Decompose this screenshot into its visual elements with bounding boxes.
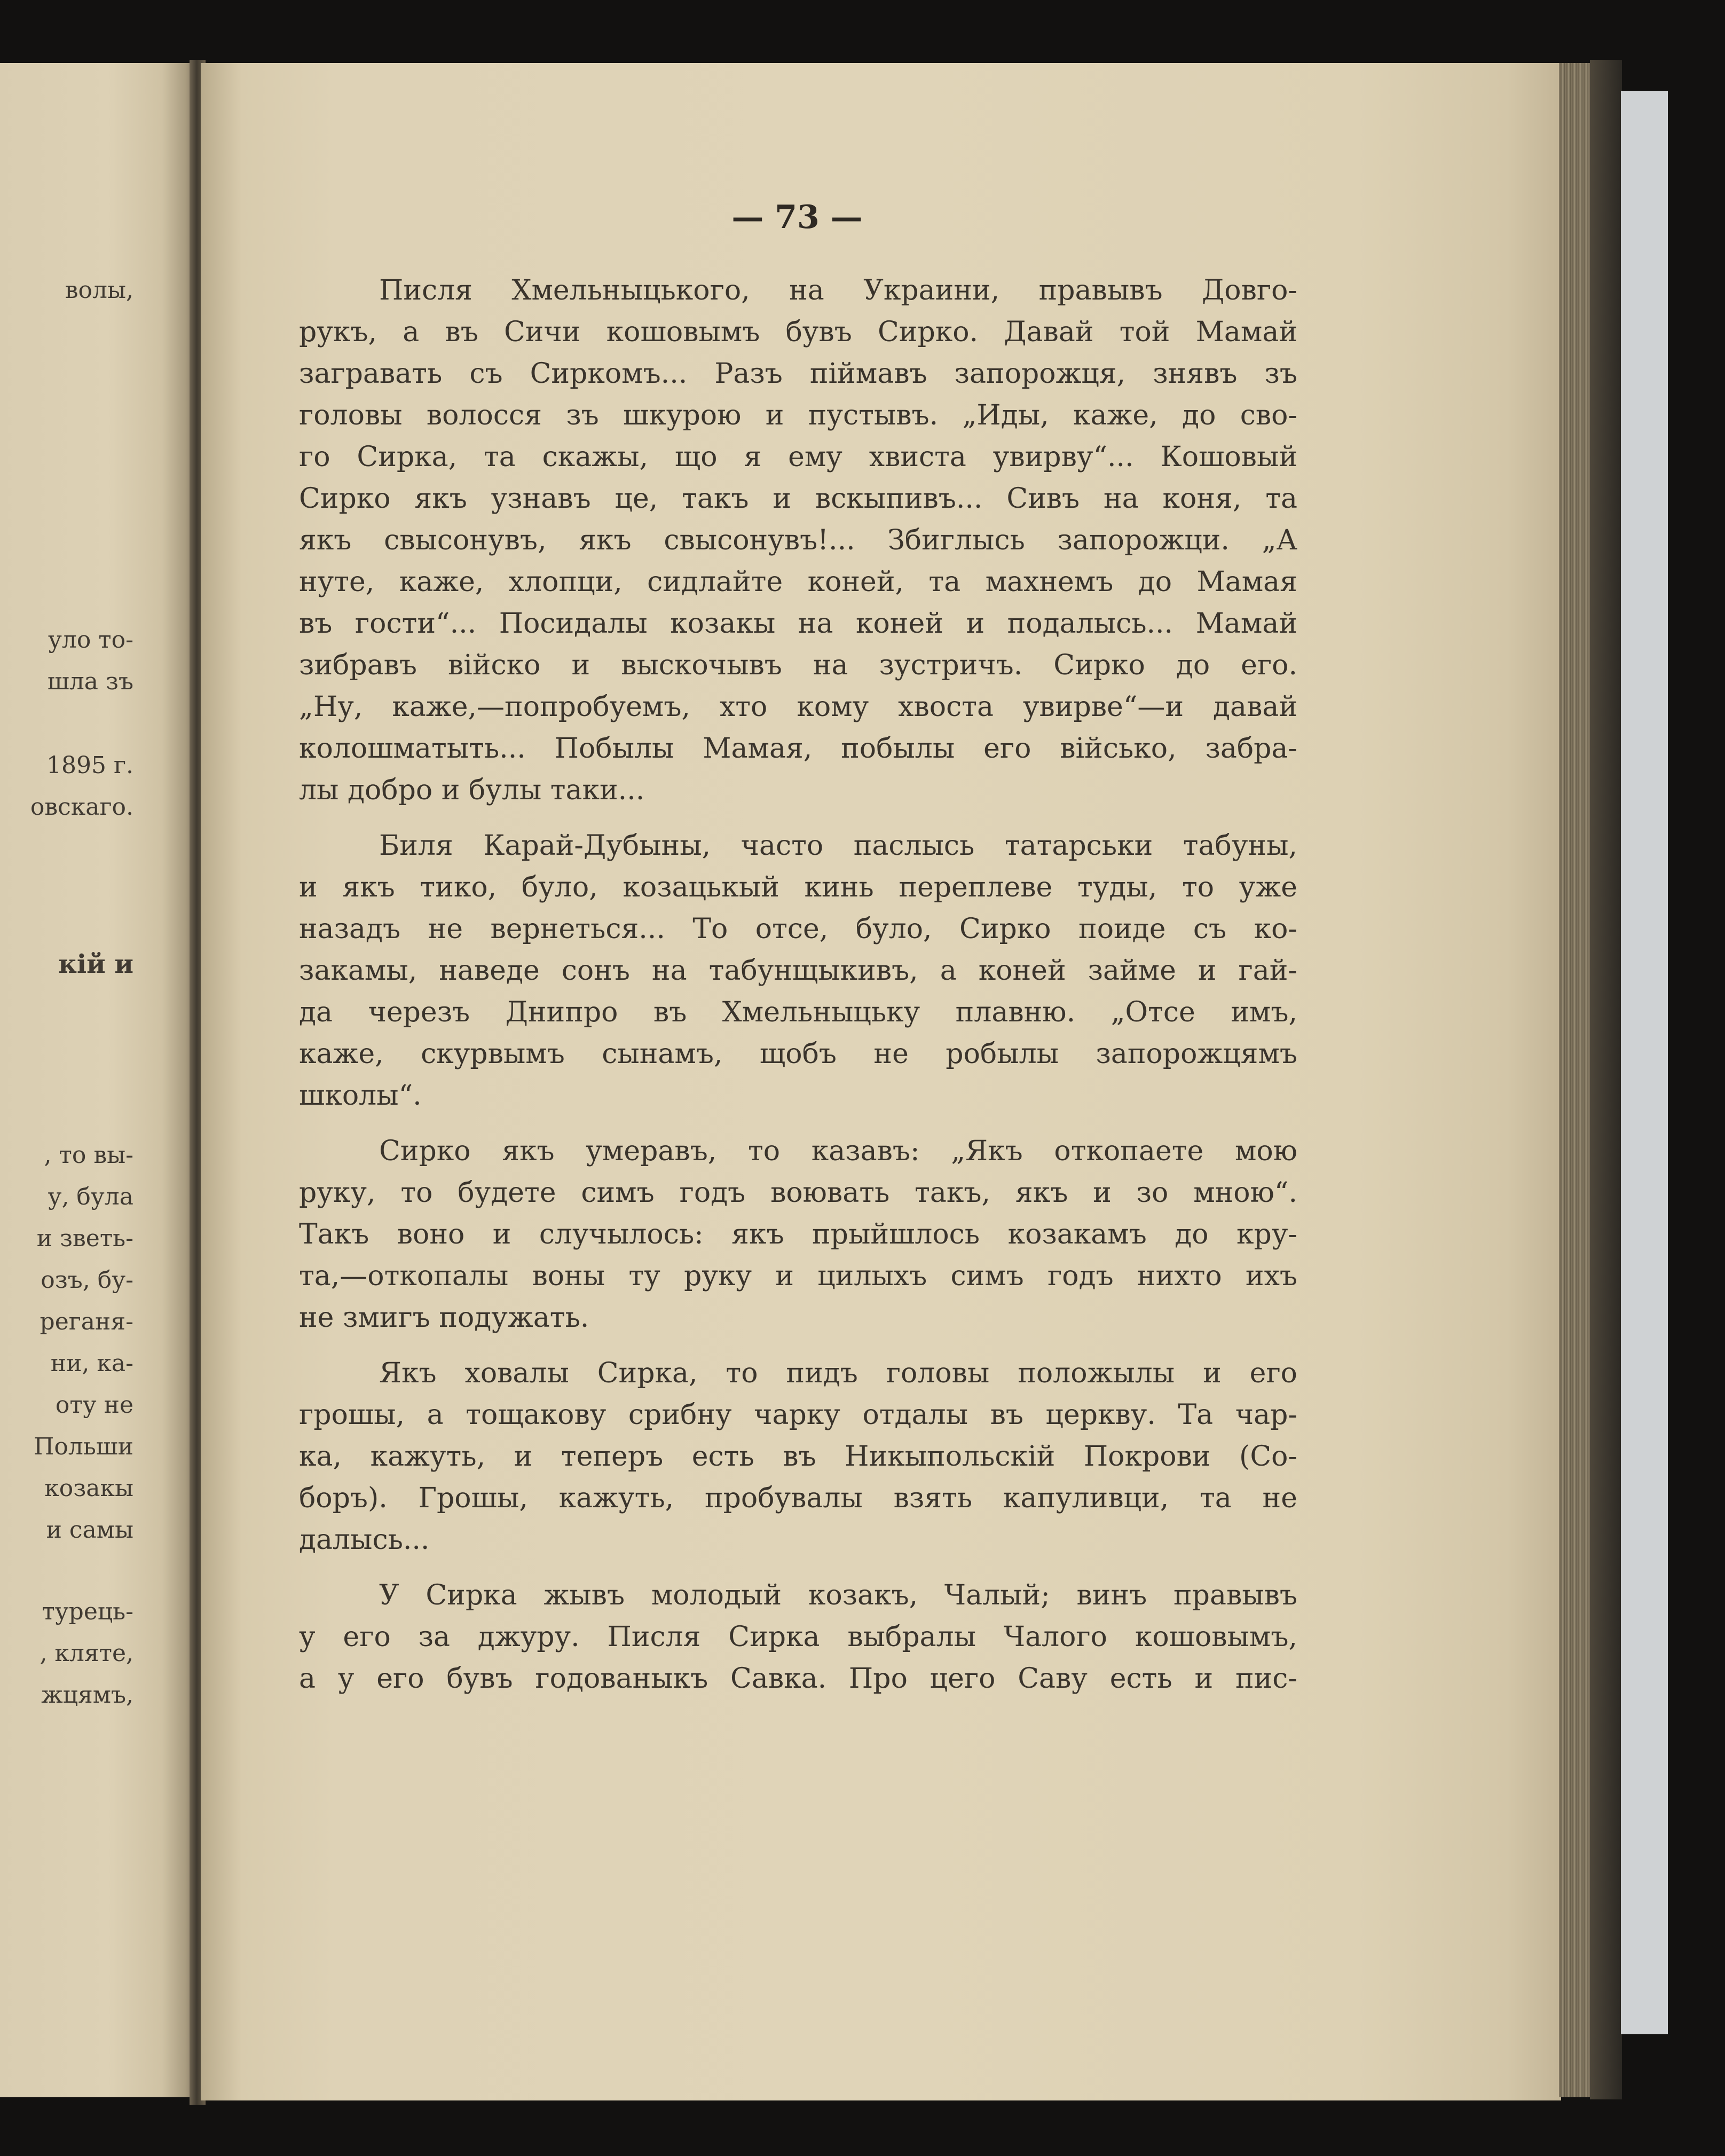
paragraph	[299, 1575, 1297, 1699]
left-line-fragment: 1895 г.	[46, 752, 133, 779]
text-line: далысь...	[299, 1524, 430, 1556]
text-line: въ гости“... Посидалы козакы на коней и подалысь... Мамай	[299, 608, 1297, 640]
text-line: боръ). Грошы, кажуть, пробувалы взять капуливци, та не	[299, 1482, 1297, 1514]
paragraph-gap	[299, 811, 1297, 825]
text-line: Сирко якъ умеравъ, то казавъ: „Якъ откопаете мою	[379, 1135, 1297, 1167]
left-line-fragment: турець-	[42, 1598, 133, 1625]
left-line-fragment: овскаго.	[30, 793, 133, 821]
left-line-fragment: козакы	[44, 1475, 133, 1502]
text-line: нуте, каже, хлопци, сидлайте коней, та махнемъ до Мамая	[299, 566, 1297, 598]
left-line-fragment: и зветь-	[36, 1225, 133, 1252]
left-heading-fragment: кій и	[58, 949, 133, 979]
text-line: не змигъ подужать.	[299, 1302, 589, 1334]
left-line-fragment: ни, ка-	[50, 1350, 133, 1377]
text-line: а у его бувъ годованыкъ Савка. Про цего Саву есть и пис-	[299, 1663, 1297, 1695]
left-line-fragment: оту не	[55, 1391, 133, 1419]
left-line-fragment: Польши	[34, 1433, 133, 1460]
text-line: руку, то будете симъ годъ воювать такъ, якъ и зо мною“.	[299, 1177, 1297, 1209]
text-line: да черезъ Днипро въ Хмельныцьку плавню. „Отсе имъ,	[299, 996, 1297, 1028]
left-page	[0, 63, 198, 2097]
left-line-fragment: волы,	[65, 277, 133, 304]
paragraph-gap	[299, 1561, 1297, 1575]
text-line: закамы, наведе сонъ на табунщыкивъ, а коней займе и гай-	[299, 955, 1297, 987]
text-line: загравать съ Сиркомъ... Разъ піймавъ запорожця, знявъ зъ	[299, 358, 1297, 390]
scan-background-strip	[1621, 91, 1668, 2034]
left-line-fragment: реганя-	[40, 1308, 133, 1335]
paragraph-gap	[299, 1339, 1297, 1352]
text-line: го Сирка, та скажы, що я ему хвиста увирву“... Кошовый	[299, 441, 1297, 473]
text-line: У Сирка жывъ молодый козакъ, Чалый; винъ правывъ	[379, 1579, 1297, 1611]
book-cover-edge	[1590, 60, 1622, 2099]
text-line: каже, скурвымъ сынамъ, щобъ не робылы запорожцямъ	[299, 1038, 1297, 1070]
left-line-fragment: уло то-	[48, 626, 133, 654]
paragraph	[299, 825, 1297, 1116]
paragraph	[299, 270, 1297, 811]
text-line: Биля Карай-Дубыны, часто паслысь татарськи табуны,	[379, 830, 1297, 862]
left-line-fragment: , то вы-	[44, 1142, 133, 1169]
left-page-text-fragments	[0, 63, 133, 2097]
paragraph	[299, 1352, 1297, 1561]
paragraph-gap	[299, 1116, 1297, 1130]
left-line-fragment: , кляте,	[40, 1640, 133, 1667]
text-line: рукъ, а въ Сичи кошовымъ бувъ Сирко. Давай той Мамай	[299, 316, 1297, 348]
text-line: школы“.	[299, 1080, 422, 1112]
text-line: и якъ тико, було, козацькый кинь переплеве туды, то уже	[299, 871, 1297, 903]
left-line-fragment: жцямъ,	[41, 1681, 133, 1709]
left-line-fragment: и самы	[46, 1516, 133, 1544]
page-body-text	[299, 270, 1297, 1699]
text-line: лы добро и булы таки...	[299, 774, 645, 806]
left-line-fragment: шла зъ	[47, 668, 133, 695]
paragraph	[299, 1130, 1297, 1339]
text-line: назадъ не вернеться... То отсе, було, Сирко поиде съ ко-	[299, 913, 1297, 945]
text-line: та,—откопалы воны ту руку и цилыхъ симъ годъ нихто ихъ	[299, 1260, 1297, 1292]
left-line-fragment: озъ, бу-	[41, 1266, 133, 1294]
text-line: грошы, а тощакову срибну чарку отдалы въ церкву. Та чар-	[299, 1399, 1297, 1431]
page-number: — 73 —	[731, 199, 863, 236]
text-line: ка, кажуть, и теперъ есть въ Никыпольскій Покрови (Со-	[299, 1441, 1297, 1473]
text-line: зибравъ війско и выскочывъ на зустричъ. Сирко до его.	[299, 649, 1297, 681]
text-line: Сирко якъ узнавъ це, такъ и вскыпивъ... Сивъ на коня, та	[299, 483, 1297, 515]
text-line: якъ свысонувъ, якъ свысонувъ!... Збиглысь запорожци. „А	[299, 524, 1297, 556]
left-line-fragment: у, була	[48, 1183, 133, 1210]
text-line: у его за джуру. Писля Сирка выбралы Чалого кошовымъ,	[299, 1621, 1297, 1653]
text-line: Такъ воно и случылось: якъ прыйшлось козакамъ до кру-	[299, 1218, 1297, 1250]
text-line: „Ну, каже,—попробуемъ, хто кому хвоста увирве“—и давай	[299, 691, 1297, 723]
page-edges	[1559, 63, 1591, 2097]
text-line: головы волосся зъ шкурою и пустывъ. „Иды, каже, до сво-	[299, 399, 1297, 431]
text-line: Якъ ховалы Сирка, то пидъ головы положылы и его	[379, 1357, 1297, 1389]
text-line: Писля Хмельныцького, на Украини, правывъ Довго-	[379, 274, 1297, 306]
text-line: колошматыть... Побылы Мамая, побылы его військо, забра-	[299, 733, 1297, 765]
